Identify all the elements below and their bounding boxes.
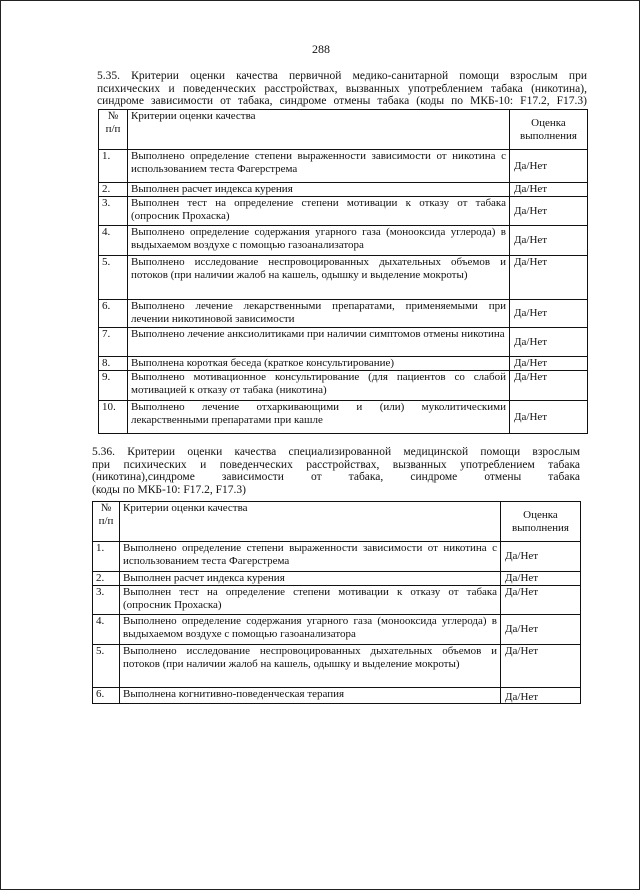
- row-mark: Да/Нет: [510, 300, 588, 328]
- row-mark: Да/Нет: [510, 371, 588, 401]
- row-mark: Да/Нет: [510, 150, 588, 183]
- row-mark: Да/Нет: [510, 226, 588, 256]
- criteria-table-5-35: [98, 109, 588, 434]
- table-row: [93, 688, 581, 704]
- header-mark: Оценка выполнения: [510, 110, 588, 150]
- section-title-line: (коды по МКБ-10: F17.2, F17.3): [92, 483, 247, 496]
- section-title-line: при психических и поведенческих расстройствах, вызванных употреблением табака: [92, 458, 580, 471]
- row-num: 10.: [99, 401, 128, 434]
- table-row: [99, 256, 588, 300]
- row-mark: Да/Нет: [501, 586, 581, 615]
- header-num: № п/п: [99, 110, 128, 150]
- row-mark: Да/Нет: [510, 401, 588, 434]
- row-criterion: Выполнен тест на определение степени мотивации к отказу от табака (опросник Прохаска): [120, 586, 501, 615]
- criteria-table-5-36: [92, 501, 581, 704]
- row-mark: Да/Нет: [510, 328, 588, 357]
- row-mark: Да/Нет: [510, 357, 588, 371]
- row-mark: Да/Нет: [501, 615, 581, 645]
- row-num: 7.: [99, 328, 128, 357]
- page-number: 288: [312, 42, 330, 56]
- row-criterion: Выполнен расчет индекса курения: [120, 572, 501, 586]
- row-criterion: Выполнено определение содержания угарного газа (монооксида углерода) в выдыхаемом воздухе с помощью газоанализатора: [120, 615, 501, 645]
- row-criterion: Выполнено определение содержания угарного газа (монооксида углерода) в выдыхаемом воздухе с помощью газоанализатора: [128, 226, 510, 256]
- header-criteria: Критерии оценки качества: [128, 110, 510, 150]
- header-num: № п/п: [93, 502, 120, 542]
- row-num: 2.: [93, 572, 120, 586]
- section-title-line: 5.36. Критерии оценки качества специализированной медицинской помощи взрослым: [92, 446, 580, 458]
- row-num: 6.: [93, 688, 120, 704]
- section-title-line: синдроме зависимости от табака, синдроме отмены табака (коды по МКБ-10: F17.2, F17.3): [97, 95, 587, 107]
- row-mark: Да/Нет: [501, 688, 581, 704]
- row-num: 9.: [99, 371, 128, 401]
- row-criterion: Выполнен расчет индекса курения: [128, 183, 510, 197]
- table-row: [93, 586, 581, 615]
- row-mark: Да/Нет: [510, 256, 588, 300]
- section-title-line: психических и поведенческих расстройствах, вызванных употреблением табака (никотина),: [97, 82, 587, 95]
- table-row: [99, 183, 588, 197]
- table-row: [99, 401, 588, 434]
- row-mark: Да/Нет: [510, 197, 588, 226]
- row-num: 2.: [99, 183, 128, 197]
- row-criterion: Выполнено определение степени выраженности зависимости от никотина с использованием теста Фагерстрема: [128, 150, 510, 183]
- row-num: 5.: [99, 256, 128, 300]
- table-row: [99, 357, 588, 371]
- row-criterion: Выполнена короткая беседа (краткое консультирование): [128, 357, 510, 371]
- row-num: 1.: [93, 542, 120, 572]
- row-num: 1.: [99, 150, 128, 183]
- table-header-row: [99, 110, 588, 150]
- section-title-line: (никотина),синдроме зависимости от табака, синдроме отмены табака: [92, 471, 580, 483]
- row-num: 4.: [99, 226, 128, 256]
- row-criterion: Выполнен тест на определение степени мотивации к отказу от табака (опросник Прохаска): [128, 197, 510, 226]
- header-criteria: Критерии оценки качества: [120, 502, 501, 542]
- row-mark: Да/Нет: [501, 572, 581, 586]
- row-criterion: Выполнена когнитивно-поведенческая терапия: [120, 688, 501, 704]
- section-title-5-35: [97, 70, 587, 108]
- row-criterion: Выполнено лечение лекарственными препаратами, применяемыми при лечении никотиновой зависимости: [128, 300, 510, 328]
- table-row: [93, 615, 581, 645]
- table-row: [99, 197, 588, 226]
- table-row: [99, 226, 588, 256]
- row-mark: Да/Нет: [501, 542, 581, 572]
- table-row: [99, 371, 588, 401]
- table-row: [99, 300, 588, 328]
- table-row: [93, 542, 581, 572]
- table-row: [93, 572, 581, 586]
- row-num: 5.: [93, 645, 120, 688]
- header-mark: Оценка выполнения: [501, 502, 581, 542]
- section-title-line: 5.35. Критерии оценки качества первичной медико-санитарной помощи взрослым при: [97, 70, 587, 82]
- row-criterion: Выполнено лечение анксиолитиками при наличии симптомов отмены никотина: [128, 328, 510, 357]
- row-criterion: Выполнено мотивационное консультирование (для пациентов со слабой мотивацией к отказу от табака (никотина): [128, 371, 510, 401]
- table-row: [99, 328, 588, 357]
- table-header-row: [93, 502, 581, 542]
- row-num: 4.: [93, 615, 120, 645]
- row-num: 6.: [99, 300, 128, 328]
- table-row: [99, 150, 588, 183]
- table-row: [93, 645, 581, 688]
- row-num: 8.: [99, 357, 128, 371]
- row-criterion: Выполнено определение степени выраженности зависимости от никотина с использованием теста Фагерстрема: [120, 542, 501, 572]
- row-mark: Да/Нет: [510, 183, 588, 197]
- section-title-5-36: [92, 446, 580, 496]
- row-criterion: Выполнено лечение отхаркивающими и (или) муколитическими лекарственными препаратами при кашле: [128, 401, 510, 434]
- row-num: 3.: [99, 197, 128, 226]
- row-num: 3.: [93, 586, 120, 615]
- row-mark: Да/Нет: [501, 645, 581, 688]
- row-criterion: Выполнено исследование неспровоцированных дыхательных объемов и потоков (при наличии жалоб на кашель, одышку и выделение мокроты): [120, 645, 501, 688]
- row-criterion: Выполнено исследование неспровоцированных дыхательных объемов и потоков (при наличии жалоб на кашель, одышку и выделение мокроты): [128, 256, 510, 300]
